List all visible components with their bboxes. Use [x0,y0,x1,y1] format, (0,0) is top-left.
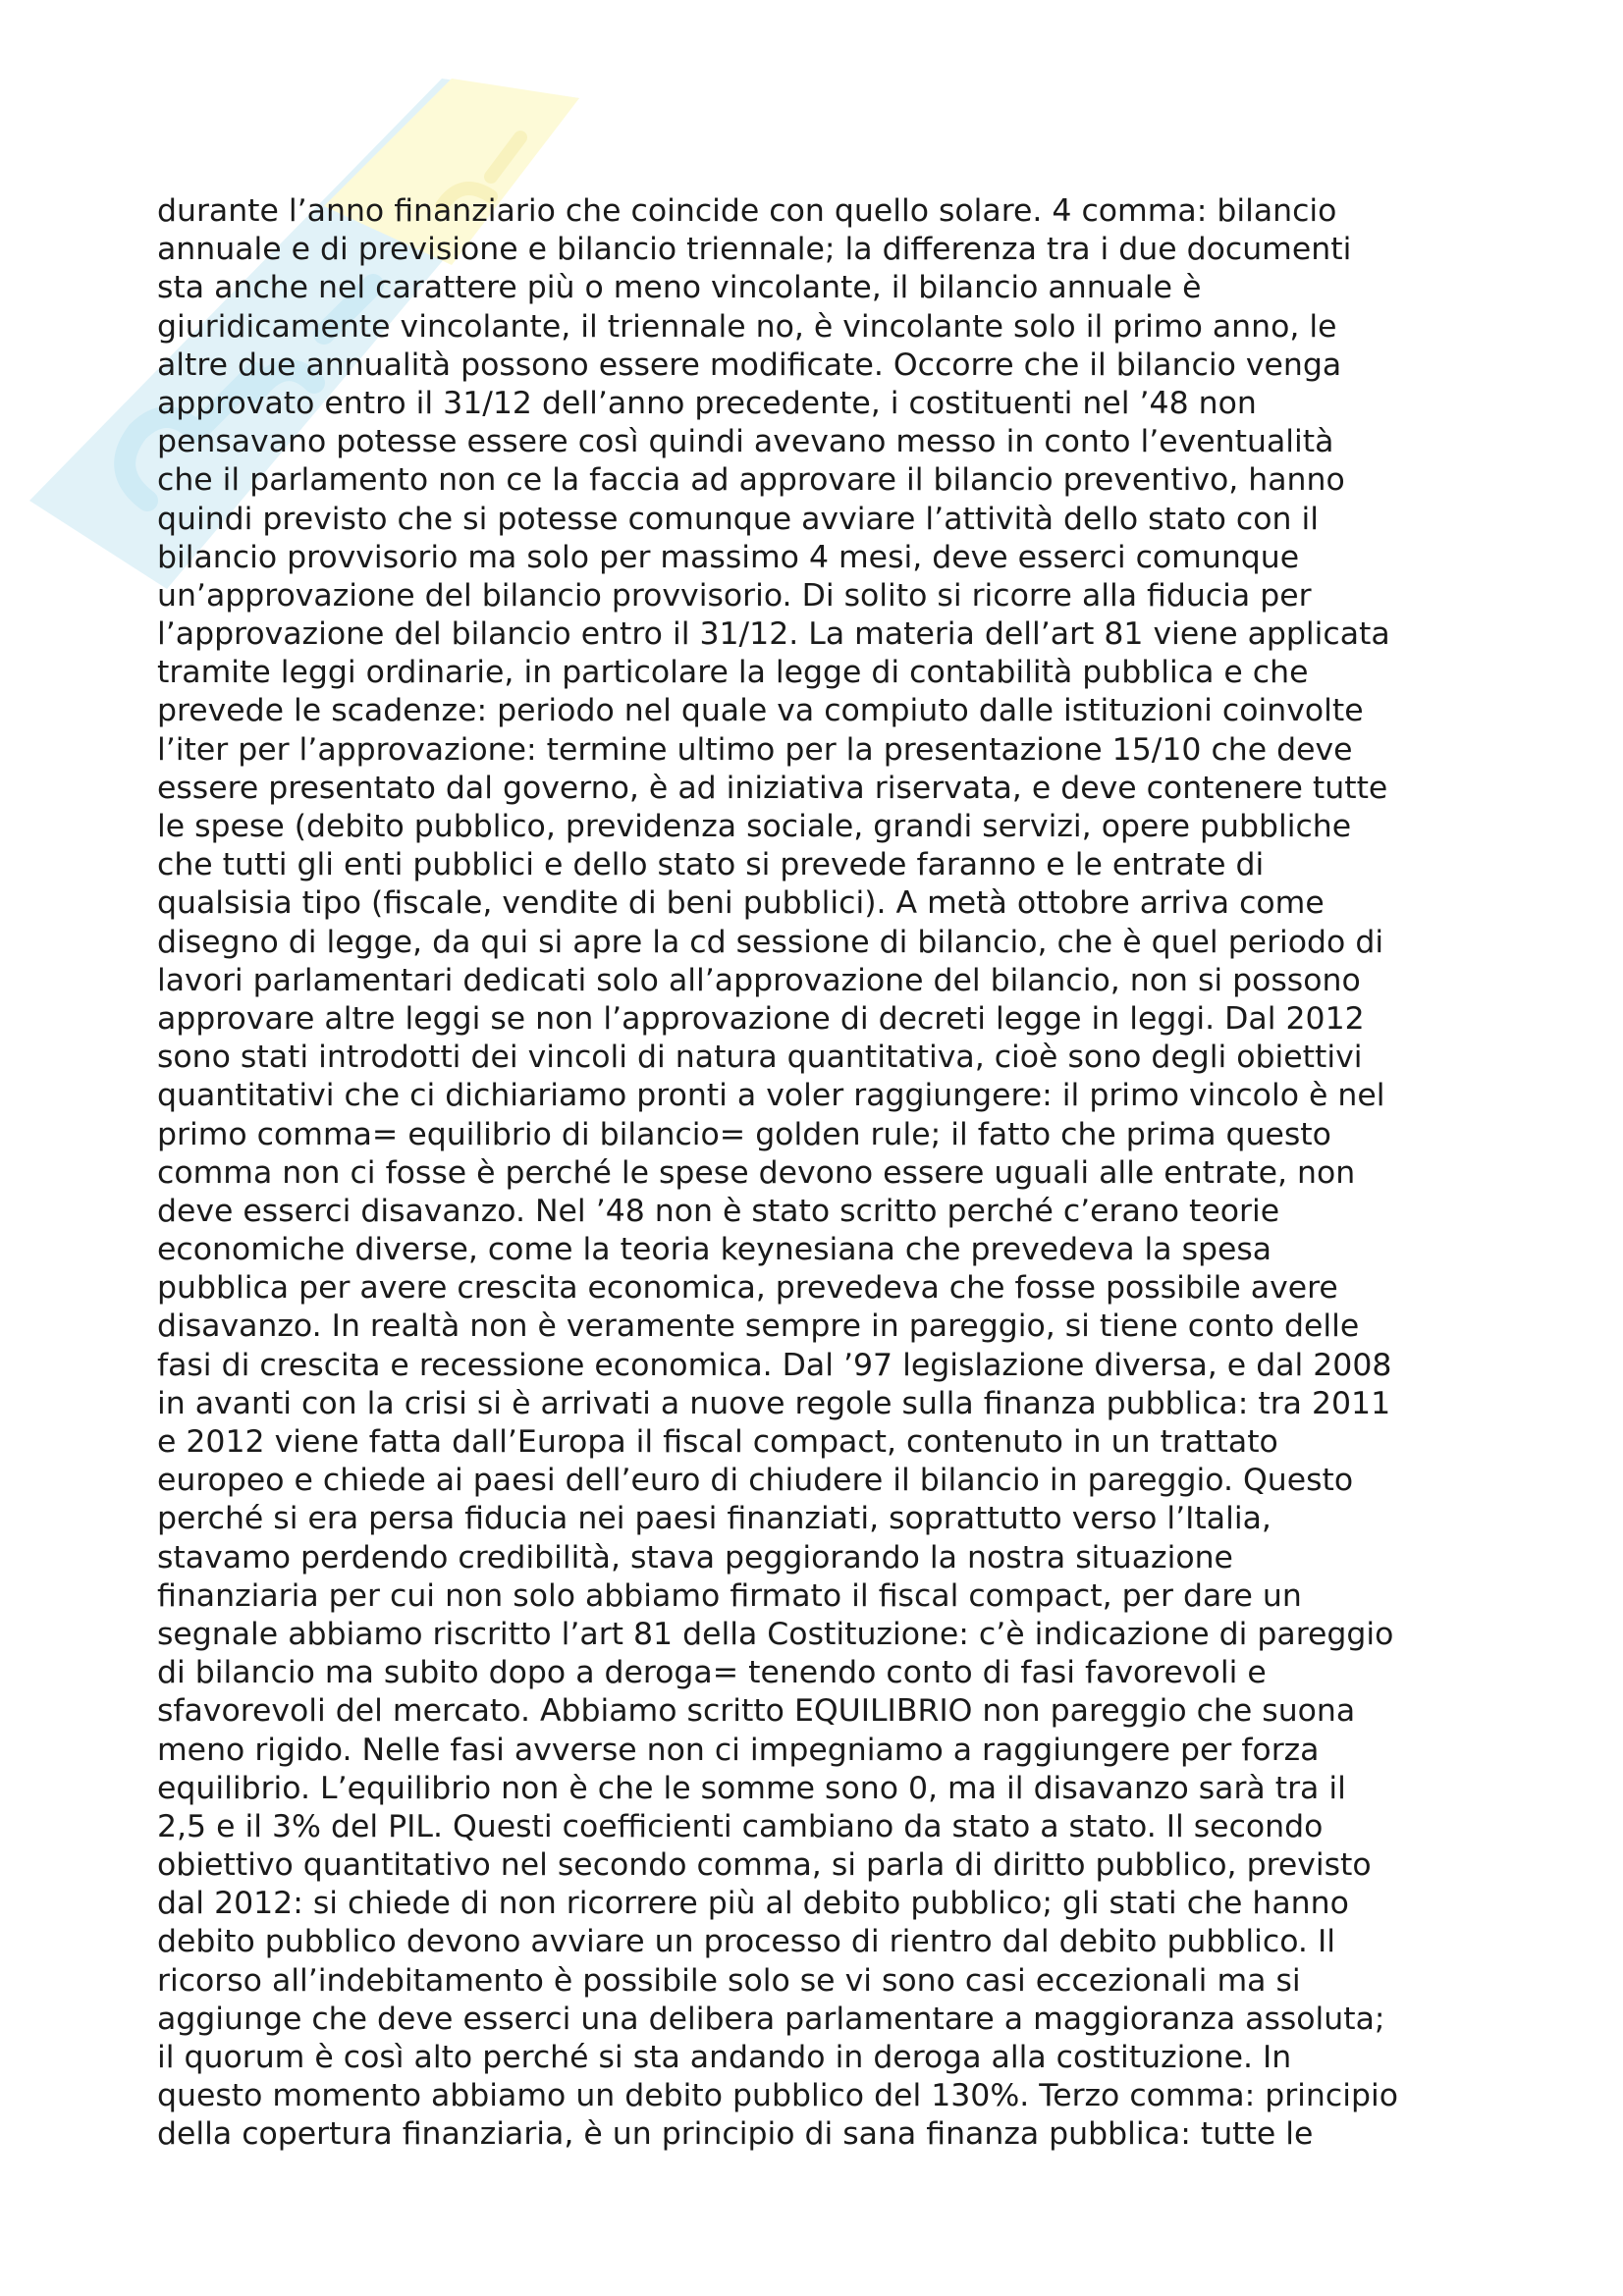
text-line: durante l’anno finanziario che coincide con quello solare. 4 comma: bilancio [157,193,1337,229]
text-line: in avanti con la crisi si è arrivati a nuove regole sulla finanza pubblica: tra 2011 [157,1385,1391,1421]
text-line: approvato entro il 31/12 dell’anno precedente, i costituenti nel ’48 non [157,385,1257,421]
text-line: l’approvazione del bilancio entro il 31/12. La materia dell’art 81 viene applicata [157,616,1390,653]
text-line: che tutti gli enti pubblici e dello stato si prevede faranno e le entrate di [157,847,1265,883]
text-line: della copertura finanziaria, è un principio di sana finanza pubblica: tutte le [157,2116,1314,2153]
text-line: fasi di crescita e recessione economica. Dal ’97 legislazione diversa, e dal 2008 [157,1347,1392,1383]
text-line: debito pubblico devono avviare un processo di rientro dal debito pubblico. Il [157,1924,1335,1960]
text-line: altre due annualità possono essere modificate. Occorre che il bilancio venga [157,347,1342,383]
text-line: bilancio provvisorio ma solo per massimo 4 mesi, deve esserci comunque [157,539,1300,575]
text-line: ricorso all’indebitamento è possibile solo se vi sono casi eccezionali ma si [157,1962,1301,1999]
text-line: stavamo perdendo credibilità, stava peggiorando la nostra situazione [157,1539,1233,1575]
text-line: giuridicamente vincolante, il triennale no, è vincolante solo il primo anno, le [157,308,1337,345]
text-line: questo momento abbiamo un debito pubblico del 130%. Terzo comma: principio [157,2078,1398,2114]
text-line: annuale e di previsione e bilancio triennale; la differenza tra i due documenti [157,232,1352,268]
text-line: le spese (debito pubblico, previdenza sociale, grandi servizi, opere pubbliche [157,809,1352,844]
text-line: aggiunge che deve esserci una delibera parlamentare a maggioranza assoluta; [157,2001,1385,2037]
text-line: perché si era persa fiducia nei paesi finanziati, soprattutto verso l’Italia, [157,1501,1271,1537]
text-line: meno rigido. Nelle fasi avverse non ci impegniamo a raggiungere per forza [157,1732,1320,1768]
body-text [157,192,1492,2155]
text-line: l’iter per l’approvazione: termine ultimo per la presentazione 15/10 che deve [157,731,1353,768]
text-line: quindi previsto che si potesse comunque avviare l’attività dello stato con il [157,501,1319,537]
text-line: disavanzo. In realtà non è veramente sempre in pareggio, si tiene conto delle [157,1308,1360,1345]
text-line: quantitativi che ci dichiariamo pronti a voler raggiungere: il primo vincolo è nel [157,1078,1385,1114]
text-line: un’approvazione del bilancio provvisorio. Di solito si ricorre alla fiducia per [157,577,1312,614]
text-line: sta anche nel carattere più o meno vincolante, il bilancio annuale è [157,270,1202,306]
text-line: sfavorevoli del mercato. Abbiamo scritto EQUILIBRIO non pareggio che suona [157,1693,1356,1730]
text-line: che il parlamento non ce la faccia ad approvare il bilancio preventivo, hanno [157,462,1345,499]
text-line: lavori parlamentari dedicati solo all’approvazione del bilancio, non si possono [157,962,1361,998]
text-line: qualsisia tipo (fiscale, vendite di beni pubblici). A metà ottobre arriva come [157,885,1325,922]
text-line: il quorum è così alto perché si sta andando in deroga alla costituzione. In [157,2040,1292,2075]
text-line: equilibrio. L’equilibrio non è che le somme sono 0, ma il disavanzo sarà tra il [157,1770,1346,1806]
text-line: di bilancio ma subito dopo a deroga= tenendo conto di fasi favorevoli e [157,1655,1267,1691]
text-line: tramite leggi ordinarie, in particolare la legge di contabilità pubblica e che [157,655,1309,691]
text-line: economiche diverse, come la teoria keynesiana che prevedeva la spesa [157,1232,1272,1268]
text-line: disegno di legge, da qui si apre la cd sessione di bilancio, che è quel periodo di [157,924,1384,960]
text-line: finanziaria per cui non solo abbiamo firmato il fiscal compact, per dare un [157,1577,1302,1614]
text-line: pubblica per avere crescita economica, prevedeva che fosse possibile avere [157,1270,1338,1307]
text-line: prevede le scadenze: periodo nel quale va compiuto dalle istituzioni coinvolte [157,693,1364,729]
text-line: sono stati introdotti dei vincoli di natura quantitativa, cioè sono degli obiettivi [157,1040,1363,1076]
text-line: pensavano potesse essere così quindi avevano messo in conto l’eventualità [157,424,1334,460]
text-line: essere presentato dal governo, è ad iniziativa riservata, e deve contenere tutte [157,770,1388,806]
text-line: dal 2012: si chiede di non ricorrere più al debito pubblico; gli stati che hanno [157,1886,1349,1922]
text-line: segnale abbiamo riscritto l’art 81 della Costituzione: c’è indicazione di pareggio [157,1616,1394,1652]
text-line: 2,5 e il 3% del PIL. Questi coefficienti cambiano da stato a stato. Il secondo [157,1808,1324,1844]
text-line: approvare altre leggi se non l’approvazione di decreti legge in leggi. Dal 2012 [157,1000,1365,1037]
text-line: primo comma= equilibrio di bilancio= golden rule; il fatto che prima questo [157,1116,1331,1152]
text-line: comma non ci fosse è perché le spese devono essere uguali alle entrate, non [157,1154,1356,1191]
text-line: obiettivo quantitativo nel secondo comma, si parla di diritto pubblico, previsto [157,1847,1372,1884]
text-line: e 2012 viene fatta dall’Europa il fiscal compact, contenuto in un trattato [157,1424,1278,1460]
text-line: deve esserci disavanzo. Nel ’48 non è stato scritto perché c’erano teorie [157,1193,1280,1229]
text-line: europeo e chiede ai paesi dell’euro di chiudere il bilancio in pareggio. Questo [157,1463,1354,1499]
